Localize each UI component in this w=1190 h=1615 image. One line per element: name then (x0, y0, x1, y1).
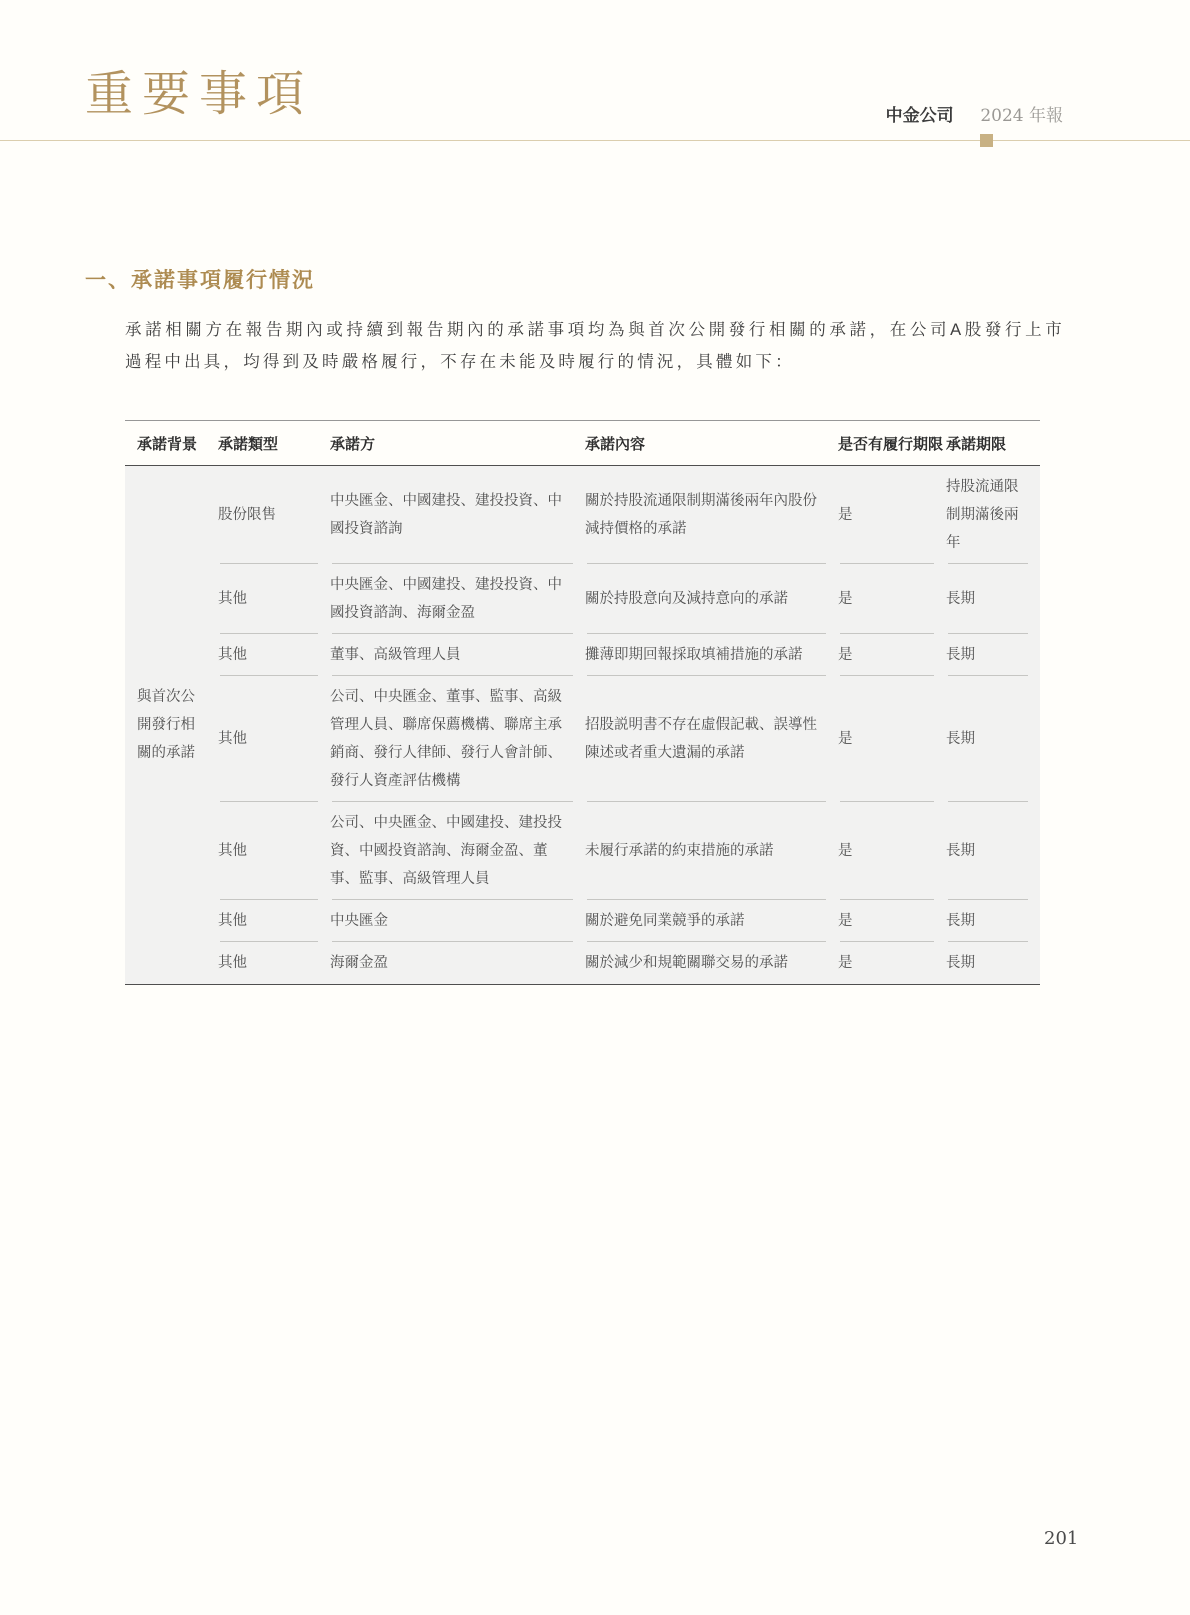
table-row-7-period: 長期 (946, 955, 975, 971)
table-row-4-has-deadline: 是 (838, 676, 946, 802)
table-row-6-content: 關於避免同業競爭的承諾 (585, 900, 838, 942)
col-header-type: 承諾類型 (218, 435, 279, 453)
table-row-4-content: 招股説明書不存在虛假記載、誤導性陳述或者重大遺漏的承諾 (585, 676, 838, 802)
table-body (125, 466, 1040, 985)
table-row-4-type: 其他 (218, 676, 330, 802)
table-row-2-content: 關於持股意向及減持意向的承諾 (585, 564, 838, 634)
table-row-7-party: 海爾金盈 (330, 955, 388, 971)
col-header-background: 承諾背景 (137, 435, 198, 453)
table-row-2-type: 其他 (218, 564, 330, 634)
col-header-period: 承諾期限 (946, 435, 1007, 453)
table-row-7-type: 其他 (218, 955, 247, 971)
page-number: 201 (1044, 1528, 1079, 1549)
table-row-1-type: 股份限售 (218, 466, 330, 564)
table-row-4-party: 公司、中央匯金、董事、監事、高級管理人員、聯席保薦機構、聯席主承銷商、發行人律師、發行人會計師、發行人資產評估機構 (330, 676, 585, 802)
table-row-6-has-deadline: 是 (838, 900, 946, 942)
table-row-1-party: 中央匯金、中國建投、建投投資、中國投資諮詢 (330, 466, 585, 564)
cell-background-label: 與首次公開發行相關的承諾 (137, 689, 195, 761)
table-row-1-period: 持股流通限制期滿後兩年 (946, 466, 1040, 564)
section-heading: 一、承諾事項履行情況 (85, 269, 315, 292)
table-row-3-party: 董事、高級管理人員 (330, 634, 585, 676)
table-row-1-content: 關於持股流通限制期滿後兩年內股份減持價格的承諾 (585, 466, 838, 564)
table-row-5-has-deadline: 是 (838, 802, 946, 900)
col-header-has-deadline: 是否有履行期限 (838, 435, 944, 453)
table-row-7-content: 關於減少和規範關聯交易的承諾 (585, 955, 788, 971)
table-row-2-party: 中央匯金、中國建投、建投投資、中國投資諮詢、海爾金盈 (330, 564, 585, 634)
table-header-row (125, 420, 1040, 466)
header-brand (886, 104, 1063, 128)
table-row-5-type: 其他 (218, 802, 330, 900)
table-row-3-has-deadline: 是 (838, 634, 946, 676)
brand-edition: 2024 年報 (980, 106, 1063, 126)
page-title: 重要事項 (85, 66, 314, 122)
table-row-6-type: 其他 (218, 900, 330, 942)
table-row-3-period: 長期 (946, 634, 1040, 676)
col-header-content: 承諾內容 (585, 435, 646, 453)
table-row-3-type: 其他 (218, 634, 330, 676)
header-divider-square-icon (980, 134, 993, 147)
table-row-2-period: 長期 (946, 564, 1040, 634)
brand-name: 中金公司 (885, 106, 954, 126)
table-row-3-content: 攤薄即期回報採取填補措施的承諾 (585, 634, 838, 676)
table-row-6-period: 長期 (946, 900, 1040, 942)
table-row-5-party: 公司、中央匯金、中國建投、建投投資、中國投資諮詢、海爾金盈、董事、監事、高級管理人員 (330, 802, 585, 900)
table-row-4-period: 長期 (946, 676, 1040, 802)
section-paragraph: 承諾相關方在報告期內或持續到報告期內的承諾事項均為與首次公開發行相關的承諾，在公司A股發行上市過程中出具，均得到及時嚴格履行，不存在未能及時履行的情況，具體如下： (125, 321, 1065, 371)
header-divider (0, 140, 1190, 141)
table-row-1-has-deadline: 是 (838, 466, 946, 564)
table-row-6-party: 中央匯金 (330, 900, 585, 942)
col-header-party: 承諾方 (330, 435, 376, 453)
table-row-7-has-deadline: 是 (838, 955, 853, 971)
table-row-5-period: 長期 (946, 802, 1040, 900)
table-row-5-content: 未履行承諾的約束措施的承諾 (585, 802, 838, 900)
commitment-table (125, 420, 1040, 985)
table-row-2-has-deadline: 是 (838, 564, 946, 634)
